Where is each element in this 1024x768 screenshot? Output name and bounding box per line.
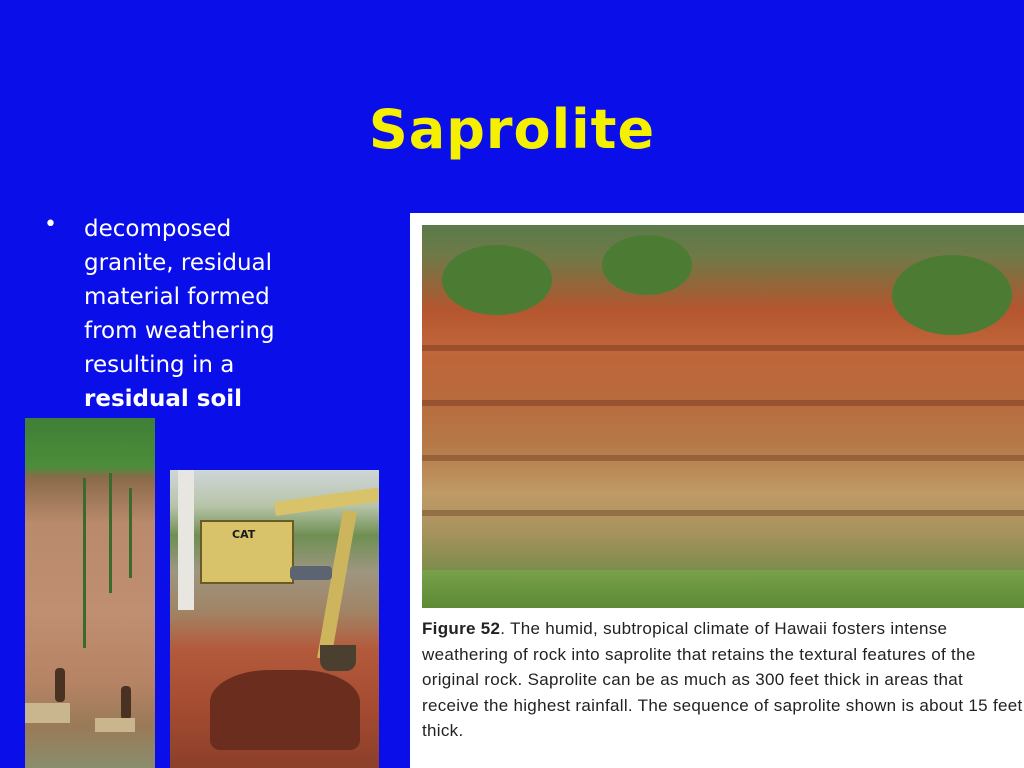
- bullet-text: decomposed granite, residual material formed from weathering resulting in a: [84, 216, 275, 378]
- excavator-brand-label: CAT: [232, 528, 256, 541]
- figure-52: [410, 213, 1024, 768]
- parked-car: [290, 566, 332, 580]
- tree: [442, 245, 552, 315]
- excavator-arm: [274, 487, 379, 516]
- excavator-photo: [170, 470, 379, 768]
- saprolite-pit-photo: [25, 418, 155, 768]
- bullet-item: [84, 212, 324, 416]
- debris: [25, 703, 70, 723]
- rock-band: [422, 455, 1024, 461]
- rock-band: [422, 345, 1024, 351]
- excavation-pit: [210, 670, 360, 750]
- tree: [892, 255, 1012, 335]
- vine: [129, 488, 132, 578]
- rock-band: [422, 510, 1024, 516]
- pole: [178, 470, 194, 610]
- figure-caption: [422, 616, 1024, 744]
- slide-title: Saprolite: [368, 98, 656, 161]
- worker-figure: [55, 668, 65, 702]
- vine: [83, 478, 86, 648]
- excavator-boom: [317, 510, 357, 660]
- hawaii-saprolite-photo: [422, 225, 1024, 608]
- figure-caption-text: . The humid, subtropical climate of Hawaii fosters intense weathering of rock into saprolite that retains the textural features of the original rock. Saprolite can be as much as 300 feet thick in areas that receive the highest rainfall. The sequence of saprolite shown is about 15 feet thick.: [422, 619, 1023, 740]
- grass: [422, 570, 1024, 608]
- rock-band: [422, 400, 1024, 406]
- worker-figure: [121, 686, 131, 720]
- tree: [602, 235, 692, 295]
- debris: [95, 718, 135, 732]
- excavator-bucket: [320, 645, 356, 671]
- figure-label: Figure 52: [422, 619, 501, 638]
- vine: [109, 473, 112, 593]
- bullet-bold-term: residual soil: [84, 386, 243, 412]
- bullet-marker: •: [44, 212, 57, 237]
